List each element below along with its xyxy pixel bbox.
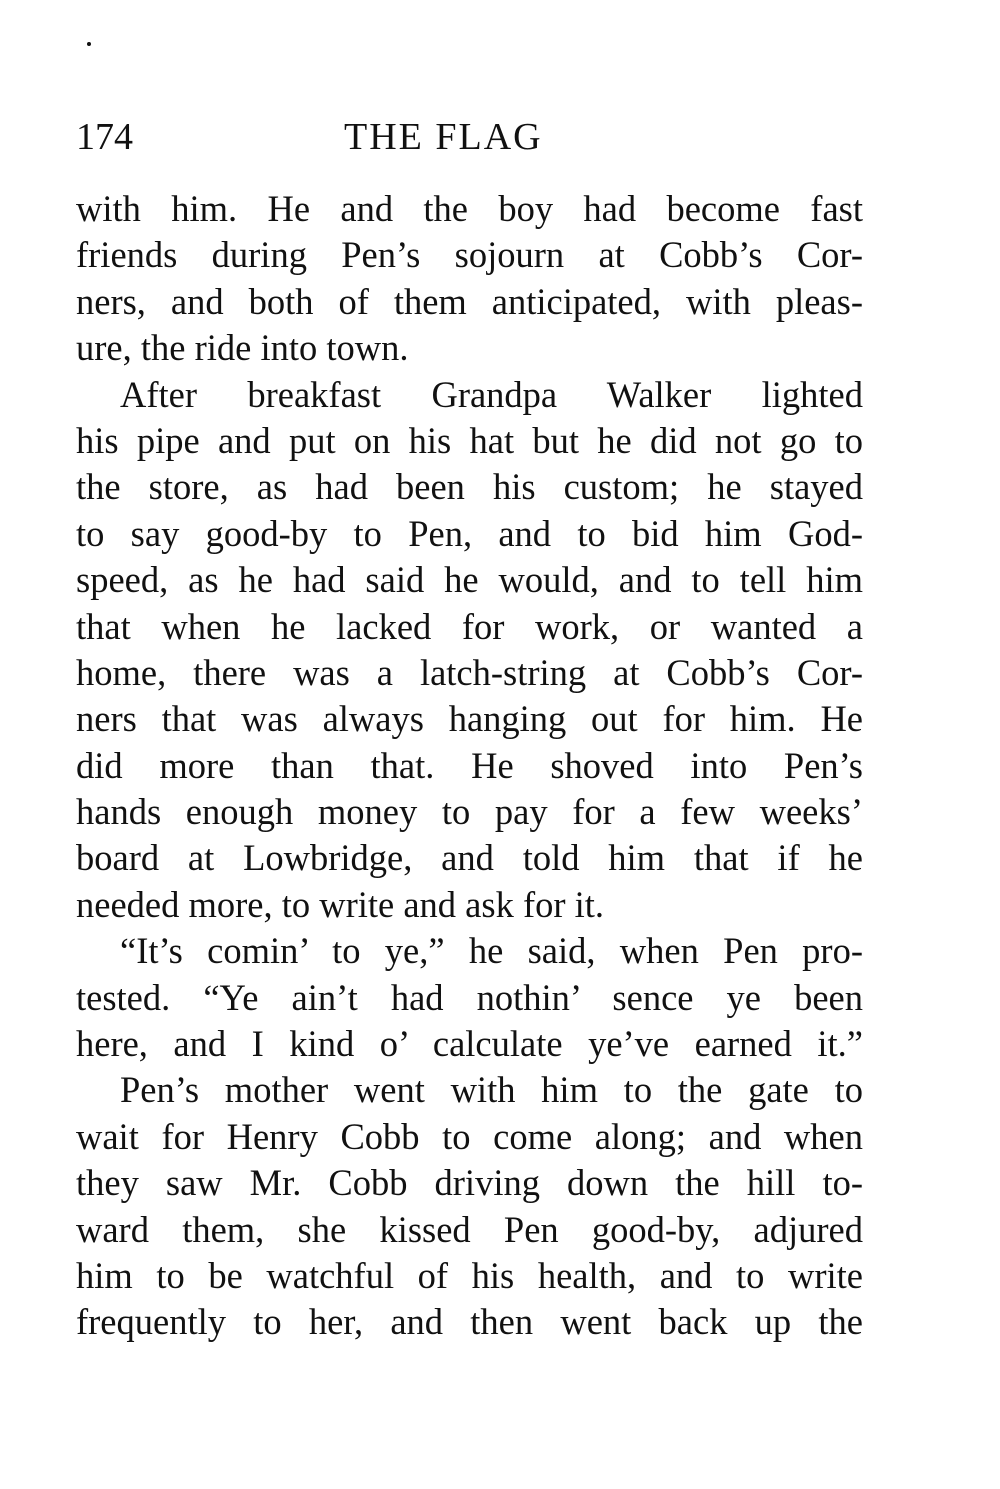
text-line: wait for Henry Cobb to come along; and when (76, 1115, 863, 1157)
text-line: that when he lacked for work, or wanted a (76, 605, 863, 647)
text-line: the store, as had been his custom; he stayed (76, 466, 863, 508)
text-line: friends during Pen’s sojourn at Cobb’s Cor- (76, 234, 863, 276)
text-line: with him. He and the boy had become fast (76, 188, 863, 229)
running-title: THE FLAG (344, 116, 543, 158)
text-line: Pen’s mother went with him to the gate to (120, 1069, 863, 1111)
text-line: speed, as he had said he would, and to tell him (76, 559, 863, 601)
body-text (76, 186, 863, 1346)
text-line: did more than that. He shoved into Pen’s (76, 744, 863, 786)
text-line: “It’s comin’ to ye,” he said, when Pen pro- (120, 930, 863, 972)
running-head (76, 112, 866, 162)
page-number: 174 (76, 116, 133, 158)
text-line: him to be watchful of his health, and to write (76, 1254, 863, 1296)
text-line: ners that was always hanging out for him. He (76, 698, 863, 740)
text-line: ners, and both of them anticipated, with pleas- (76, 280, 863, 322)
text-line: needed more, to write and ask for it. (76, 883, 605, 925)
text-line: frequently to her, and then went back up the (76, 1301, 863, 1343)
text-line: to say good-by to Pen, and to bid him God- (76, 512, 863, 554)
text-line: hands enough money to pay for a few weeks’ (76, 791, 863, 833)
text-line: After breakfast Grandpa Walker lighted (120, 373, 863, 415)
text-line: they saw Mr. Cobb driving down the hill to- (76, 1162, 863, 1204)
text-line: board at Lowbridge, and told him that if he (76, 837, 863, 879)
text-line: ward them, she kissed Pen good-by, adjured (76, 1208, 863, 1250)
ink-speck (87, 42, 91, 46)
text-line: ure, the ride into town. (76, 327, 409, 369)
text-line: tested. “Ye ain’t had nothin’ sence ye been (76, 976, 863, 1018)
text-line: home, there was a latch-string at Cobb’s Cor- (76, 651, 863, 693)
text-line: here, and I kind o’ calculate ye’ve earned it.” (76, 1023, 863, 1065)
text-line: his pipe and put on his hat but he did not go to (76, 419, 863, 461)
